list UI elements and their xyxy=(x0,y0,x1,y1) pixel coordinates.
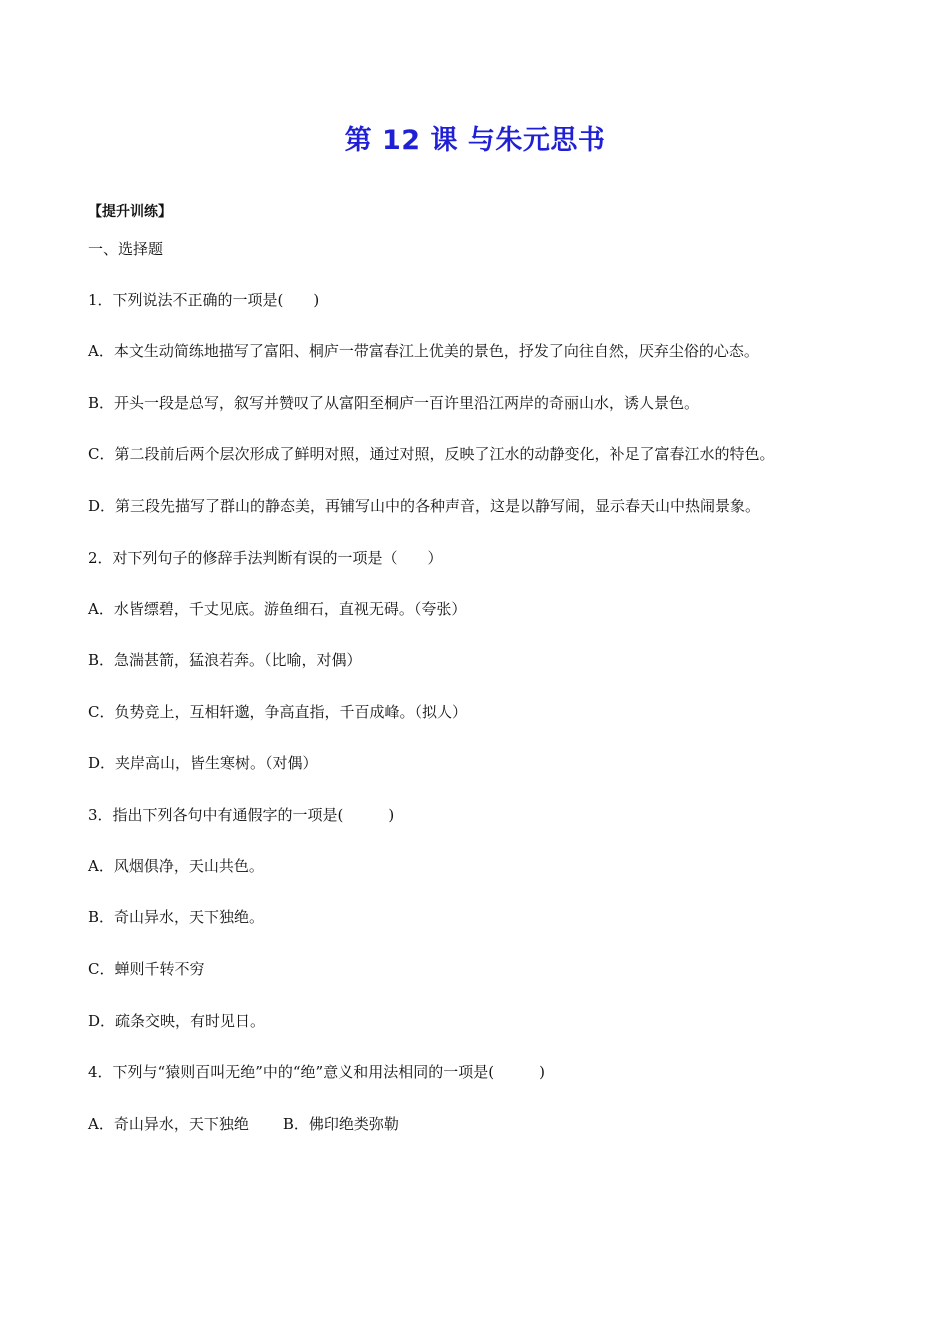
section-tag: 【提升训练】 xyxy=(88,204,172,220)
question-1-option-c: C．第二段前后两个层次形成了鲜明对照，通过对照，反映了江水的动静变化，补足了富春江水的特色。 xyxy=(88,445,775,463)
question-3-option-c: C．蝉则千转不穷 xyxy=(88,960,205,978)
page-title: 第 12 课 与朱元思书 xyxy=(344,125,606,156)
question-3-option-d: D．疏条交映，有时见日。 xyxy=(88,1012,266,1030)
question-4-stem: 4．下列与“猿则百叫无绝”中的“绝”意义和用法相同的一项是( ) xyxy=(88,1063,545,1081)
question-3-option-a: A．风烟俱净，天山共色。 xyxy=(88,857,264,875)
question-4-option-a: A．奇山异水，天下独绝 xyxy=(88,1115,249,1133)
question-1-stem: 1．下列说法不正确的一项是( ) xyxy=(88,291,320,309)
question-3-option-b: B．奇山异水，天下独绝。 xyxy=(88,908,265,926)
question-4-options-row xyxy=(88,1114,399,1134)
question-2-option-d: D．夹岸高山，皆生寒树。（对偶） xyxy=(88,754,318,772)
question-2-option-b: B．急湍甚箭，猛浪若奔。（比喻，对偶） xyxy=(88,651,362,669)
question-1-option-a: A．本文生动简练地描写了富阳、桐庐一带富春江上优美的景色，抒发了向往自然，厌弃尘俗的心态。 xyxy=(88,342,759,360)
question-2-option-a: A．水皆缥碧，千丈见底。游鱼细石，直视无碍。（夸张） xyxy=(88,600,467,618)
section-heading: 一、选择题 xyxy=(88,240,164,258)
question-1-option-d: D．第三段先描写了群山的静态美，再铺写山中的各种声音，这是以静写闹，显示春天山中热闹景象。 xyxy=(88,497,761,515)
question-1-option-b: B．开头一段是总写，叙写并赞叹了从富阳至桐庐一百许里沿江两岸的奇丽山水，诱人景色。 xyxy=(88,394,700,412)
question-2-option-c: C．负势竞上，互相轩邈，争高直指，千百成峰。（拟人） xyxy=(88,703,467,721)
question-4-option-b: B．佛印绝类弥勒 xyxy=(282,1115,399,1133)
question-3-stem: 3．指出下列各句中有通假字的一项是( ) xyxy=(88,806,395,824)
question-2-stem: 2．对下列句子的修辞手法判断有误的一项是（ ） xyxy=(88,549,443,567)
